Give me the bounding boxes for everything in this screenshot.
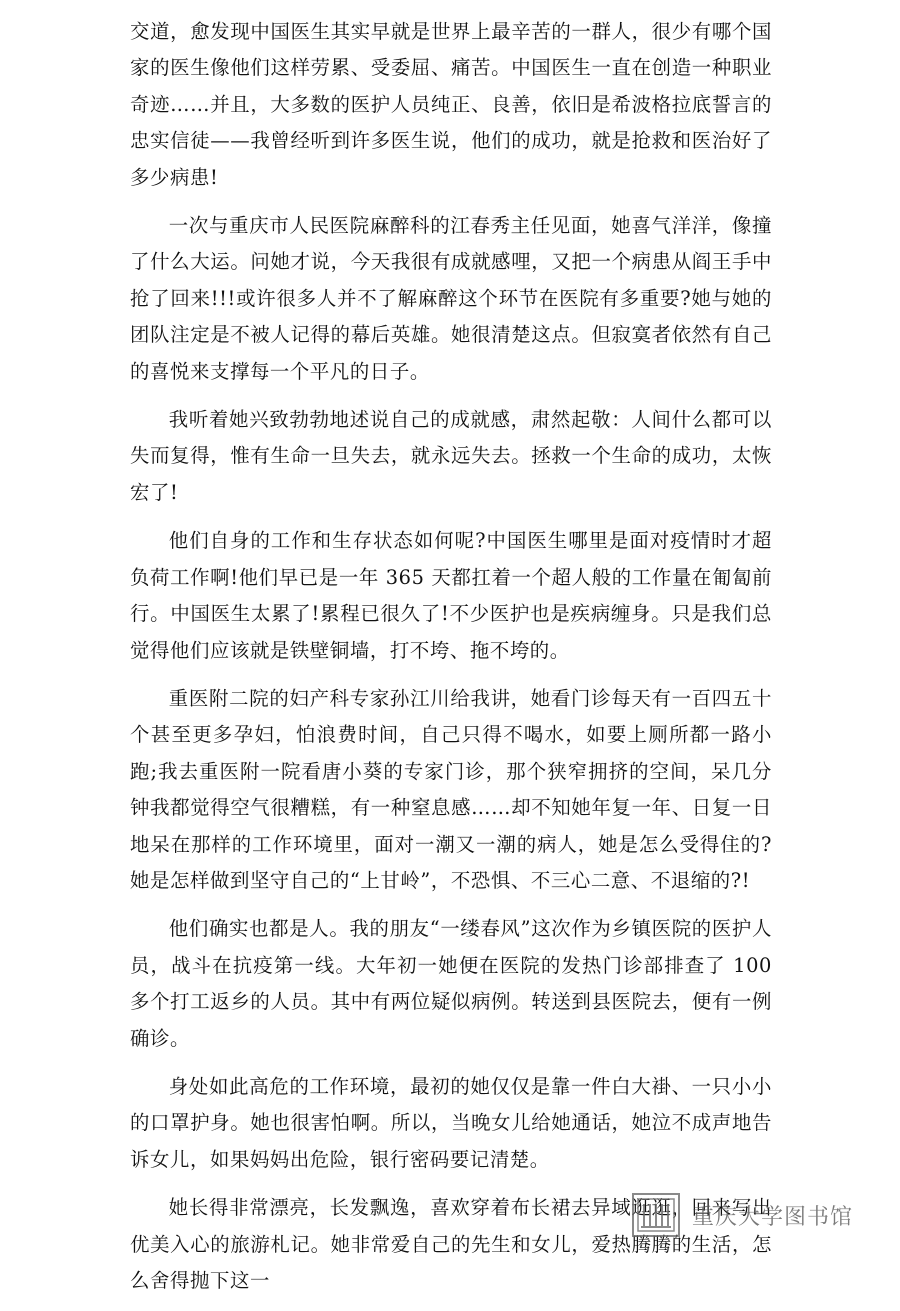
paragraph: 一次与重庆市人民医院麻醉科的江春秀主任见面，她喜气洋洋，像撞了什么大运。问她才说，今天我很有成就感哩，又把一个病患从阎王手中抢了回来!!!或许很多人并不了解麻醉这个环节在医院有多重要?她与她的团队注定是不被人记得的幕后英雄。她很清楚这点。但寂寞者依然有自己的喜悦来支撑每一个平凡的日子。 <box>130 214 772 383</box>
paragraph: 重医附二院的妇产科专家孙江川给我讲，她看门诊每天有一百四五十个甚至更多孕妇，怕浪费时间，自己只得不喝水，如要上厕所都一路小跑;我去重医附一院看唐小葵的专家门诊，那个狭窄拥挤的空间，呆几分钟我都觉得空气很糟糕，有一种窒息感……却不知她年复一年、日复一日地呆在那样的工作环境里，面对一潮又一潮的病人，她是怎么受得住的?她是怎样做到坚守自己的“上甘岭”，不恐惧、不三心二意、不退缩的?! <box>130 686 772 892</box>
paragraph: 交道，愈发现中国医生其实早就是世界上最辛苦的一群人，很少有哪个国家的医生像他们这样劳累、受委屈、痛苦。中国医生一直在创造一种职业奇迹……并且，大多数的医护人员纯正、良善，依旧是希波格拉底誓言的忠实信徒——我曾经听到许多医生说，他们的成功，就是抢救和医治好了多少病患! <box>130 20 772 189</box>
paragraph: 他们确实也都是人。我的朋友“一缕春风”这次作为乡镇医院的医护人员，战斗在抗疫第一线。大年初一她便在医院的发热门诊部排查了 100 多个打工返乡的人员。其中有两位疑似病例。转送到县医院去，便有一例确诊。 <box>130 917 772 1050</box>
paragraph: 她长得非常漂亮，长发飘逸，喜欢穿着布长裙去异域逛逛，回来写出优美入心的旅游札记。她非常爱自己的先生和女儿，爱热腾腾的生活，怎么舍得抛下这一 <box>130 1196 772 1292</box>
library-watermark <box>630 1184 870 1246</box>
library-logo-icon <box>630 1189 682 1241</box>
paragraph: 我听着她兴致勃勃地述说自己的成就感，肃然起敬：人间什么都可以失而复得，惟有生命一旦失去，就永远失去。拯救一个生命的成功，太恢宏了! <box>130 408 772 504</box>
paragraph: 他们自身的工作和生存状态如何呢?中国医生哪里是面对疫情时才超负荷工作啊!他们早已是一年 365 天都扛着一个超人般的工作量在匍匐前行。中国医生太累了!累程已很久了!不少医护也是疾病缠身。只是我们总觉得他们应该就是铁壁铜墙，打不垮、拖不垮的。 <box>130 529 772 662</box>
document-body <box>130 14 772 1311</box>
paragraph: 身处如此高危的工作环境，最初的她仅仅是靠一件白大褂、一只小小的口罩护身。她也很害怕啊。所以，当晚女儿给她通话，她泣不成声地告诉女儿，如果妈妈出危险，银行密码要记清楚。 <box>130 1074 772 1171</box>
watermark-text: 重庆大学图书馆 <box>692 1204 854 1230</box>
